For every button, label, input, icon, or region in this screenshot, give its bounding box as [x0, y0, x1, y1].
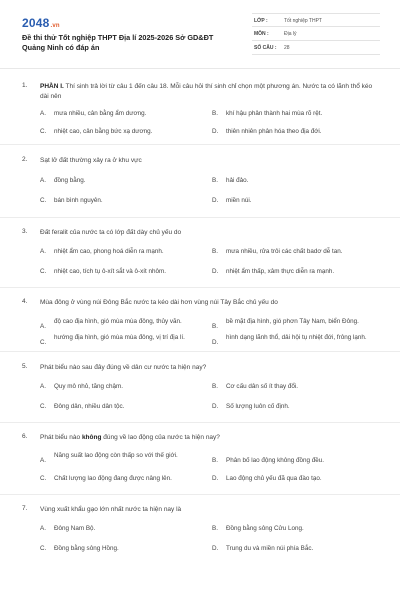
option-letter: B.	[212, 110, 218, 117]
option-a[interactable]	[40, 451, 210, 465]
option-a[interactable]	[40, 247, 210, 256]
option-d[interactable]	[212, 267, 382, 276]
option-letter: D.	[212, 403, 219, 410]
option-text: khí hậu phân thành hai mùa rõ rệt.	[226, 110, 323, 117]
question-number: 6.	[22, 433, 28, 440]
option-letter: B.	[212, 525, 218, 532]
option-b[interactable]	[212, 382, 382, 391]
question-item	[0, 352, 400, 412]
option-b[interactable]	[212, 109, 382, 118]
question-body-pre: Phát biểu nào	[40, 434, 82, 441]
option-text: hướng địa hình, gió mùa mùa đông, vị trí địa lí.	[54, 333, 185, 341]
question-number: 1.	[22, 82, 28, 89]
question-text: Phát biểu nào sau đây đúng về dân cư nước ta hiện nay?	[40, 363, 207, 371]
option-text: mưa nhiều, cân bằng ẩm dương.	[54, 110, 147, 117]
option-letter: D.	[212, 268, 219, 275]
option-letter: A.	[40, 248, 46, 255]
meta-value: Địa lý	[284, 31, 297, 37]
option-letter: C.	[40, 474, 47, 482]
option-letter: B.	[212, 456, 218, 464]
question-bold-text: PHẦN I.	[40, 83, 64, 90]
option-a[interactable]	[40, 524, 210, 533]
option-d[interactable]	[212, 474, 382, 483]
option-b[interactable]	[212, 317, 382, 330]
option-letter: B.	[212, 383, 218, 390]
option-text: Trung du và miền núi phía Bắc.	[226, 545, 314, 552]
question-text: Đất feralit của nước ta có lớp đất dày chủ yếu do	[40, 228, 182, 236]
question-text	[40, 433, 382, 443]
option-text: Quy mô nhỏ, tăng chậm.	[54, 383, 123, 390]
option-text: hình dạng lãnh thổ, dải hội tụ nhiệt đới, frông lạnh.	[226, 333, 367, 341]
option-d[interactable]	[212, 196, 382, 205]
option-letter: A.	[40, 176, 46, 184]
option-text: nhiệt cao, cân bằng bức xạ dương.	[54, 128, 153, 135]
option-letter: D.	[212, 128, 219, 135]
option-letter: C.	[40, 128, 47, 135]
question-item	[0, 76, 400, 136]
option-c[interactable]	[40, 196, 210, 205]
question-number: 3.	[22, 227, 28, 235]
page-header	[0, 0, 400, 64]
option-text: độ cao địa hình, gió mùa mùa đông, thủy văn.	[54, 317, 182, 325]
question-bold-text: không	[81, 434, 102, 441]
option-d[interactable]	[212, 402, 382, 411]
question-body: Thí sinh trả lời từ câu 1 đến câu 18. Mỗi câu hỏi thí sinh chỉ chọn một phương án. Nước ta có lãnh thổ kéo dài nên	[40, 83, 373, 100]
option-letter: D.	[212, 545, 219, 552]
option-list	[40, 524, 382, 553]
option-letter: B.	[212, 248, 218, 255]
question-list	[0, 76, 400, 553]
option-list	[40, 109, 382, 136]
option-c[interactable]	[40, 333, 210, 346]
question-number: 7.	[22, 504, 28, 512]
option-text: Đồng bằng sông Hồng.	[54, 545, 119, 552]
option-letter: D.	[212, 474, 219, 482]
option-list	[40, 451, 382, 483]
option-letter: B.	[212, 176, 218, 184]
exam-meta-table	[252, 13, 380, 55]
option-b[interactable]	[212, 451, 382, 465]
meta-key: LỚP :	[254, 18, 268, 24]
option-text: nhiệt ẩm cao, phong hoá diễn ra mạnh.	[54, 248, 164, 255]
meta-key: MÔN :	[254, 31, 269, 37]
option-letter: C.	[40, 403, 47, 410]
meta-value: 28	[284, 45, 290, 51]
question-text: Vùng xuất khẩu gạo lớn nhất nước ta hiện nay là	[40, 505, 182, 513]
option-a[interactable]	[40, 109, 210, 118]
option-d[interactable]	[212, 544, 382, 553]
option-letter: A.	[40, 456, 46, 464]
option-c[interactable]	[40, 402, 210, 411]
logo-main: 2048	[22, 16, 50, 30]
option-text: đồng bằng.	[54, 176, 86, 184]
question-item	[0, 423, 400, 483]
option-c[interactable]	[40, 544, 210, 553]
option-letter: A.	[40, 110, 46, 117]
question-item	[0, 288, 400, 346]
meta-value: Tốt nghiệp THPT	[284, 18, 322, 24]
option-b[interactable]	[212, 247, 382, 256]
option-letter: B.	[212, 322, 218, 330]
question-number: 2.	[22, 156, 28, 163]
meta-key: SỐ CÂU :	[254, 45, 277, 51]
option-d[interactable]	[212, 127, 382, 136]
option-text: thiên nhiên phân hóa theo địa đới.	[226, 128, 322, 135]
meta-row-count	[252, 41, 380, 55]
question-item	[0, 495, 400, 554]
option-letter: A.	[40, 525, 46, 532]
meta-row-class	[252, 13, 380, 27]
option-c[interactable]	[40, 267, 210, 276]
option-list	[40, 317, 382, 346]
option-text: Đông dân, nhiều dân tộc.	[54, 403, 125, 410]
option-letter: C.	[40, 545, 47, 552]
option-a[interactable]	[40, 176, 210, 185]
question-number: 5.	[22, 362, 28, 370]
option-letter: C.	[40, 268, 47, 275]
option-text: Phân bố lao động không đồng đều.	[226, 456, 325, 464]
option-text: Năng suất lao động còn thấp so với thế giới.	[54, 451, 178, 459]
option-text: Đồng bằng sông Cửu Long.	[226, 525, 304, 532]
document-title: Đề thi thử Tốt nghiệp THPT Địa lí 2025-2026 Sở GD&ĐT Quảng Ninh có đáp án	[22, 33, 214, 52]
option-text: mưa nhiều, rửa trôi các chất badơ dễ tan.	[226, 248, 343, 255]
question-text: Mùa đông ở vùng núi Đông Bắc nước ta kéo dài hơn vùng núi Tây Bắc chủ yếu do	[40, 299, 278, 306]
option-text: Đông Nam Bộ.	[54, 525, 96, 532]
option-c[interactable]	[40, 127, 210, 136]
option-text: nhiệt cao, tích tụ ô-xít sắt và ô-xít nhôm.	[54, 268, 166, 275]
option-letter: D.	[212, 338, 219, 346]
option-list	[40, 382, 382, 411]
question-text	[40, 82, 382, 101]
question-item	[0, 218, 400, 277]
option-list	[40, 247, 382, 276]
option-letter: D.	[212, 196, 219, 204]
question-body: đúng về lao động của nước ta hiện nay?	[101, 434, 220, 441]
option-a[interactable]	[40, 317, 210, 330]
option-text: miền núi.	[226, 196, 252, 204]
option-text: Lao động chủ yếu đã qua đào tạo.	[226, 474, 322, 482]
option-letter: A.	[40, 383, 46, 390]
question-number: 4.	[22, 298, 28, 305]
option-text: Chất lượng lao động đang được nâng lên.	[54, 474, 172, 482]
meta-row-subject	[252, 27, 380, 41]
option-b[interactable]	[212, 524, 382, 533]
site-logo[interactable]	[22, 16, 60, 30]
option-d[interactable]	[212, 333, 382, 346]
logo-suffix: .vn	[50, 23, 60, 29]
option-letter: C.	[40, 196, 47, 204]
option-letter: C.	[40, 338, 47, 346]
header-divider	[0, 68, 400, 69]
question-item	[0, 145, 400, 205]
option-text: bề mặt địa hình, gió phơn Tây Nam, biển Đông.	[226, 317, 359, 325]
question-text: Sạt lở đất thường xảy ra ở khu vực	[40, 157, 142, 164]
option-text: bán bình nguyên.	[54, 196, 103, 204]
option-list	[40, 176, 382, 205]
option-text: Cơ cấu dân số ít thay đổi.	[226, 383, 299, 390]
option-text: Số lượng luôn cố định.	[226, 403, 290, 410]
option-c[interactable]	[40, 474, 210, 483]
option-letter: A.	[40, 322, 46, 330]
option-a[interactable]	[40, 382, 210, 391]
option-b[interactable]	[212, 176, 382, 185]
option-text: nhiệt ẩm thấp, xâm thực diễn ra mạnh.	[226, 268, 335, 275]
option-text: hải đảo.	[226, 176, 249, 184]
